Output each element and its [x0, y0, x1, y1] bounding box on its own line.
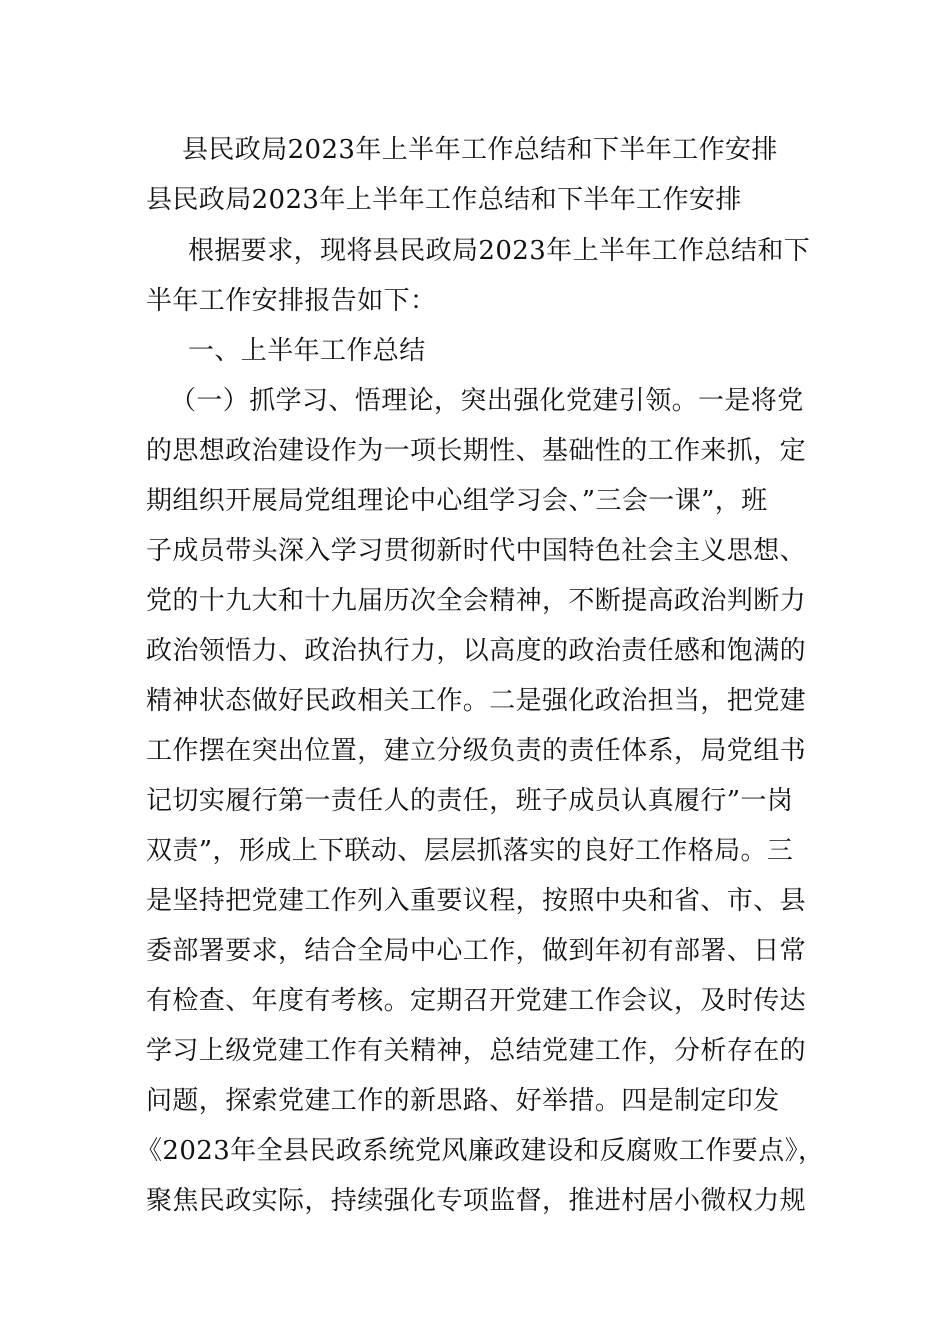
paragraph-line: 党的十九大和十九届历次全会精神，不断提高政治判断力 [146, 586, 807, 616]
paragraph-line: 半年工作安排报告如下： [146, 286, 437, 316]
paragraph-line: 双责”，形成上下联动、层层抓落实的良好工作格局。三 [146, 836, 794, 866]
paragraph-line: 期组织开展局党组理论中心组学习会、”三会一课”，班 [146, 486, 768, 516]
paragraph-line: 政治领悟力、政治执行力，以高度的政治责任感和饱满的 [146, 636, 807, 666]
paragraph-line: 学习上级党建工作有关精神，总结党建工作，分析存在的 [146, 1036, 807, 1066]
section-heading: 一、上半年工作总结 [188, 336, 426, 366]
paragraph-line: 聚焦民政实际，持续强化专项监督，推进村居小微权力规 [146, 1186, 807, 1216]
paragraph-line: 有检查、年度有考核。定期召开党建工作会议，及时传达 [146, 986, 807, 1016]
paragraph-line: 精神状态做好民政相关工作。二是强化政治担当，把党建 [146, 686, 807, 716]
paragraph-line: 委部署要求，结合全局中心工作，做到年初有部署、日常 [146, 936, 807, 966]
paragraph-line: 子成员带头深入学习贯彻新时代中国特色社会主义思想、 [146, 536, 807, 566]
paragraph-line: 的思想政治建设作为一项长期性、基础性的工作来抓，定 [146, 436, 807, 466]
paragraph-line: 问题，探索党建工作的新思路、好举措。四是制定印发 [146, 1086, 780, 1116]
document-title-repeat: 县民政局2023年上半年工作总结和下半年工作安排 [146, 185, 742, 215]
paragraph-line: 是坚持把党建工作列入重要议程，按照中央和省、市、县 [146, 886, 807, 916]
paragraph-line: 根据要求，现将县民政局2023年上半年工作总结和下 [188, 236, 811, 266]
document-title: 县民政局2023年上半年工作总结和下半年工作安排 [182, 135, 778, 165]
paragraph-line: 工作摆在突出位置，建立分级负责的责任体系，局党组书 [146, 736, 807, 766]
paragraph-line: 《2023年全县民政系统党风廉政建设和反腐败工作要点》， [136, 1136, 825, 1166]
paragraph-line: 记切实履行第一责任人的责任，班子成员认真履行”一岗 [146, 786, 794, 816]
subsection-paragraph-line: （一）抓学习、悟理论，突出强化党建引领。一是将党 [170, 386, 804, 416]
